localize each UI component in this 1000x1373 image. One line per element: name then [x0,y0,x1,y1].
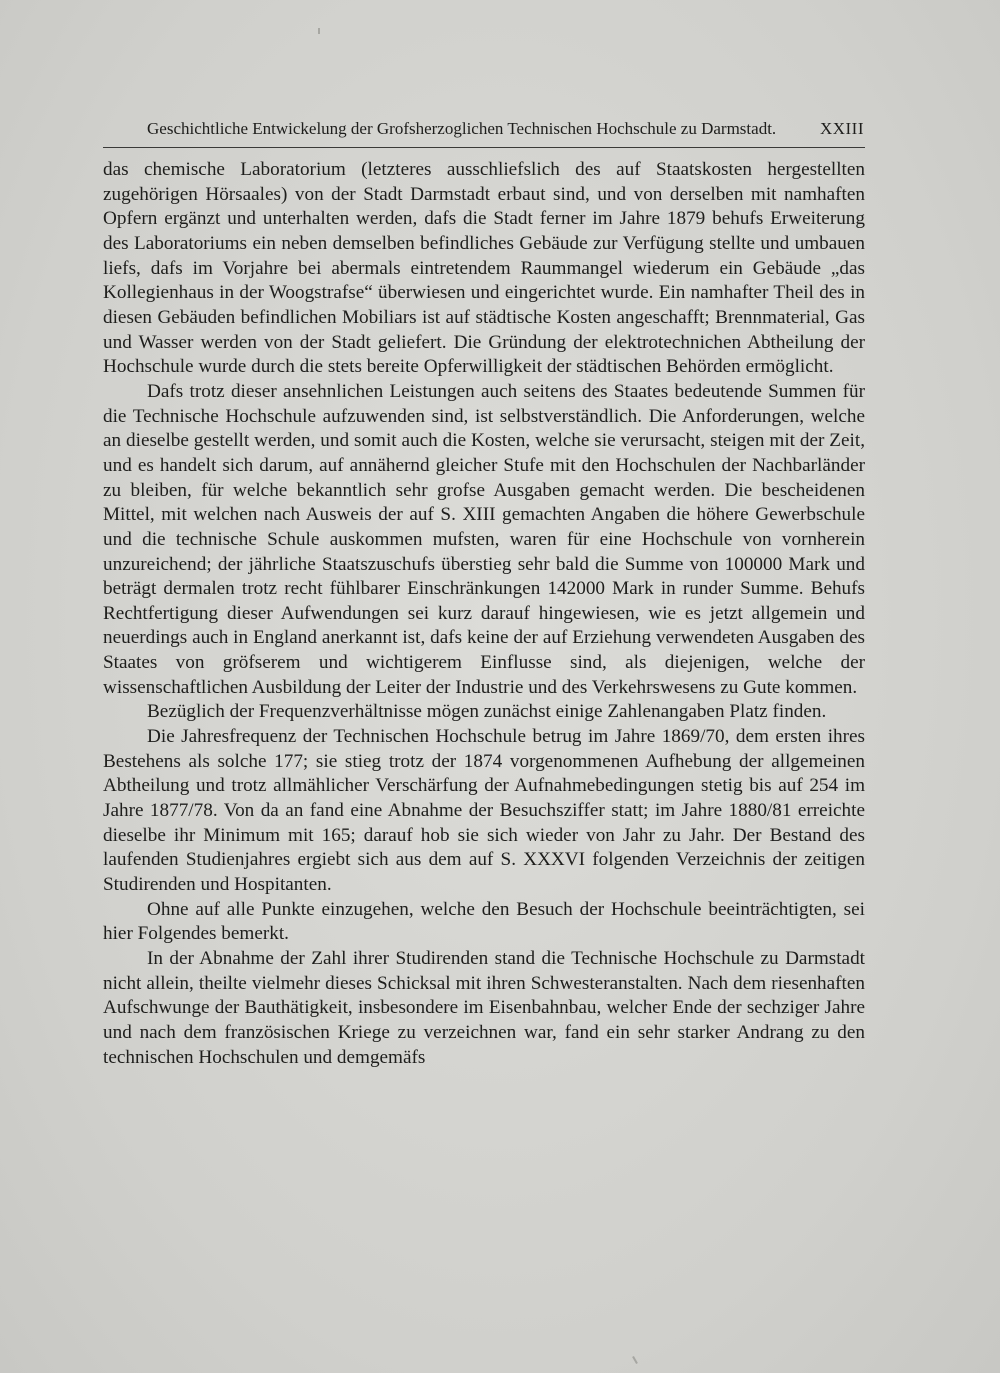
paragraph-4: Die Jahresfrequenz der Technischen Hochschule betrug im Jahre 1869/70, dem ersten ihres Bestehens als solche 177; sie stieg trotz der 1874 vorgenommenen Aufhebung der allgemeinen Abtheilung und trotz allmählicher Verschärfung der Aufnahmebedingungen stetig bis auf 254 im Jahre 1877/78. Von da an fand eine Abnahme der Besuchsziffer statt; im Jahre 1880/81 erreichte dieselbe ihr Minimum mit 165; darauf hob sie sich wieder von Jahr zu Jahr. Der Bestand des laufenden Studienjahres ergiebt sich aus dem auf S. XXXVI folgenden Verzeichnis der zeitigen Studirenden und Hospitanten. [103,726,865,896]
header-rule [103,147,865,148]
running-title: Geschichtliche Entwickelung der Grofsherzoglichen Technischen Hochschule zu Darmstadt. [147,119,777,138]
page-number: XXIII [819,119,864,138]
paragraph-2: Dafs trotz dieser ansehnlichen Leistungen auch seitens des Staates bedeutende Summen für die Technische Hochschule aufzuwenden sind, ist selbstverständlich. Die Anforderungen, welche an dieselbe gestellt werden, und somit auch die Kosten, welche sie verursacht, steigen mit der Zeit, und es handelt sich darum, auf annähernd gleicher Stufe mit den Hochschulen der Nachbarländer zu bleiben, für welche bekanntlich sehr grofse Ausgaben gemacht werden. Die bescheidenen Mittel, mit welchen nach Ausweis der auf S. XIII gemachten Angaben die höhere Gewerbschule und die technische Schule auskommen mufsten, waren für eine Hochschule von vornherein unzureichend; der jährliche Staatszuschufs überstieg sehr bald die Summe von 100000 Mark und beträgt dermalen trotz recht fühlbarer Einschränkungen 142000 Mark in runder Summe. Behufs Rechtfertigung dieser Aufwendungen sei kurz darauf hingewiesen, wie es jetzt allgemein und neuerdings auch in England anerkannt ist, dafs keine der auf Erziehung verwendeten Ausgaben des Staates von gröfserem und wichtigerem Einflusse sind, als diejenigen, welche der wissenschaftlichen Ausbildung der Leiter der Industrie und des Verkehrswesens zu Gute kommen. [103,380,865,698]
scan-artifact-bottom [632,1356,638,1364]
paragraph-3: Bezüglich der Frequenzverhältnisse mögen zunächst einige Zahlenangaben Platz finden. [147,701,827,723]
paragraph-5: Ohne auf alle Punkte einzugehen, welche den Besuch der Hochschule beeinträchtigten, sei hier Folgendes bemerkt. [103,898,865,945]
body-text [103,158,865,1070]
paragraph-1: das chemische Laboratorium (letzteres ausschliefslich des auf Staatskosten hergestellten zugehörigen Hörsaales) von der Stadt Darmstadt erbaut sind, und von derselben mit namhaften Opfern ergänzt und unterhalten werden, dafs die Stadt ferner im Jahre 1879 behufs Erweiterung des Laboratoriums ein neben demselben befindliches Gebäude zur Verfügung stellte und umbauen liefs, dafs im Vorjahre bei abermals eintretendem Raummangel wiederum ein Gebäude „das Kollegienhaus in der Woogstrafse“ überwiesen und eingerichtet wurde. Ein namhafter Theil des in diesen Gebäuden befindlichen Mobiliars ist auf städtische Kosten angeschafft; Brennmaterial, Gas und Wasser werden von der Stadt geliefert. Die Gründung der elektrotechnichen Abtheilung der Hochschule wurde durch die stets bereite Opferwilligkeit der städtischen Behörden ermöglicht. [103,159,865,378]
running-head [147,116,864,142]
scan-artifact-top [318,28,320,34]
paragraph-6: In der Abnahme der Zahl ihrer Studirenden stand die Technische Hochschule zu Darmstadt nicht allein, theilte vielmehr dieses Schicksal mit ihren Schwesteranstalten. Nach dem riesenhaften Aufschwunge der Bauthätigkeit, insbesondere im Eisenbahnbau, welcher Ende der sechziger Jahre und nach dem französischen Kriege zu verzeichnen war, fand ein sehr starker Andrang zu den technischen Hochschulen und demgemäfs [103,948,865,1068]
